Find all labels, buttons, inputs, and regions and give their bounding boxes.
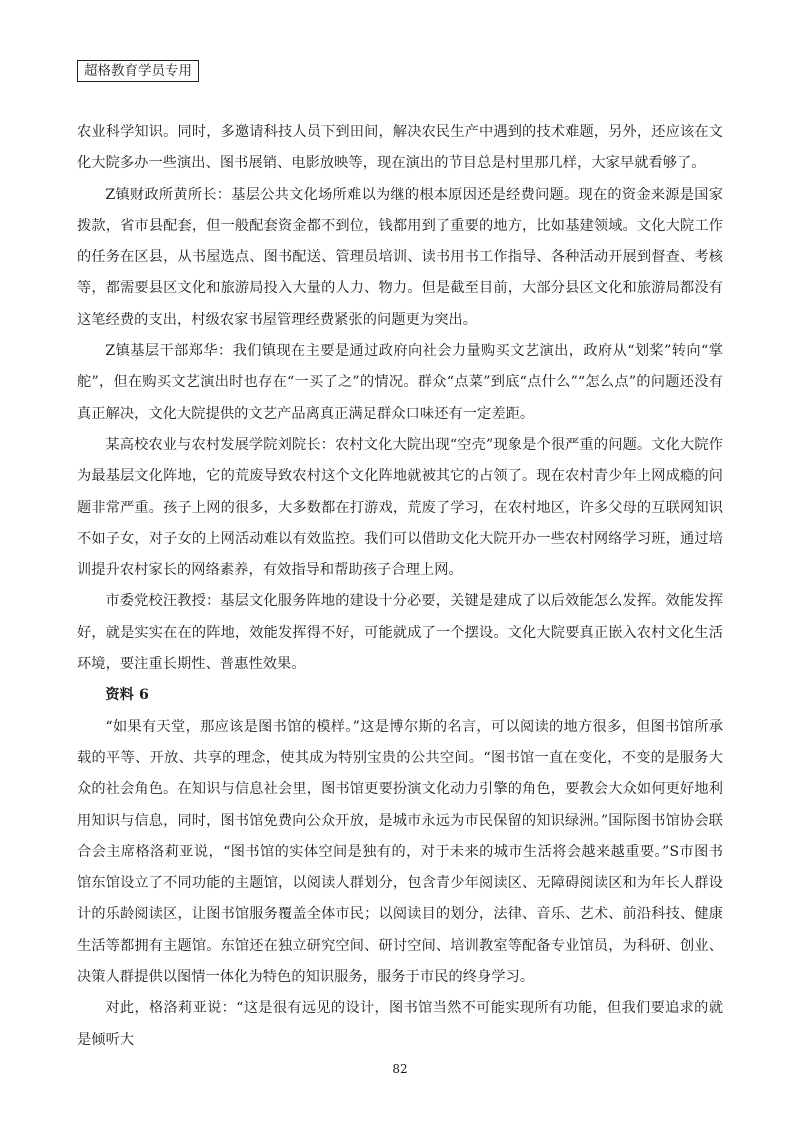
paragraph-town-cadre: Z镇基层干部郑华：我们镇现在主要是通过政府向社会力量购买文艺演出，政府从“划桨”转向“掌舵”，但在购买文艺演出时也存在“一买了之”的情况。群众“点菜”到底“点什么”“怎么点”的问题还没有真正解决，文化大院提供的文艺产品离真正满足群众口味还有一定差距。	[77, 343, 723, 422]
paragraph-finance-director: Z镇财政所黄所长：基层公共文化场所难以为继的根本原因还是经费问题。现在的资金来源是国家拨款，省市县配套，但一般配套资金都不到位，钱都用到了重要的地方，比如基建领域。文化大院工作的任务在区县，从书屋选点、图书配送、管理员培训、读书用书工作指导、各种活动开展到督查、考核等，都需要县区文化和旅游局投入大量的人力、物力。但是截至目前，大部分县区文化和旅游局都没有这笔经费的支出，村级农家书屋管理经费紧张的问题更为突出。	[77, 186, 723, 328]
header-label: 超格教育学员专用	[77, 60, 199, 82]
paragraph-library-quote: “如果有天堂，那应该是图书馆的模样。”这是博尔斯的名言，可以阅读的地方很多，但图书馆所承载的平等、开放、共享的理念，使其成为特别宝贵的公共空间。“图书馆一直在变化，不变的是服务大众的社会角色。在知识与信息社会里，图书馆更要扮演文化动力引擎的角色，要教会大众如何更好地利用知识与信息，同时，图书馆免费向公众开放，是城市永远为市民保留的知识绿洲。”国际图书馆协会联合会主席格洛莉亚说，“图书馆的实体空间是独有的，对于未来的城市生活将会越来越重要。”S市图书馆东馆设立了不同功能的主题馆，以阅读人群划分，包含青少年阅读区、无障碍阅读区和为年长人群设计的乐龄阅读区，让图书馆服务覆盖全体市民；以阅读目的划分，法律、音乐、艺术、前沿科技、健康生活等都拥有主题馆。东馆还在独立研究空间、研讨空间、培训教室等配备专业馆员，为科研、创业、决策人群提供以图情一体化为特色的知识服务，服务于市民的终身学习。	[77, 718, 723, 986]
paragraph-continuation: 农业科学知识。同时，多邀请科技人员下到田间，解决农民生产中遇到的技术难题，另外，还应该在文化大院多办一些演出、图书展销、电影放映等，现在演出的节目总是村里那几样，大家早就看够了。	[77, 124, 723, 172]
page-number: 82	[392, 1062, 408, 1076]
paragraph-college-dean: 某高校农业与农村发展学院刘院长：农村文化大院出现“空壳”现象是个很严重的问题。文化大院作为最基层文化阵地，它的荒废导致农村这个文化阵地就被其它的占领了。现在农村青少年上网成瘾的问题非常严重。孩子上网的很多，大多数都在打游戏，荒废了学习，在农村地区，许多父母的互联网知识不如子女，对子女的上网活动难以有效监控。我们可以借助文化大院开办一些农村网络学习班，通过培训提升农村家长的网络素养，有效指导和帮助孩子合理上网。	[77, 436, 723, 579]
section-title: 资料 6	[105, 687, 149, 704]
paragraph-party-school-professor: 市委党校汪教授：基层文化服务阵地的建设十分必要，关键是建成了以后效能怎么发挥。效能发挥好，就是实实在在的阵地，效能发挥得不好，可能就成了一个摆设。文化大院要真正嵌入农村文化生活环境，要注重长期性、普惠性效果。	[77, 593, 723, 673]
paragraph-gloria-response: 对此，格洛莉亚说：“这是很有远见的设计，图书馆当然不可能实现所有功能，但我们要追求的就是倾听大	[77, 1000, 723, 1048]
document-body	[77, 117, 723, 1056]
